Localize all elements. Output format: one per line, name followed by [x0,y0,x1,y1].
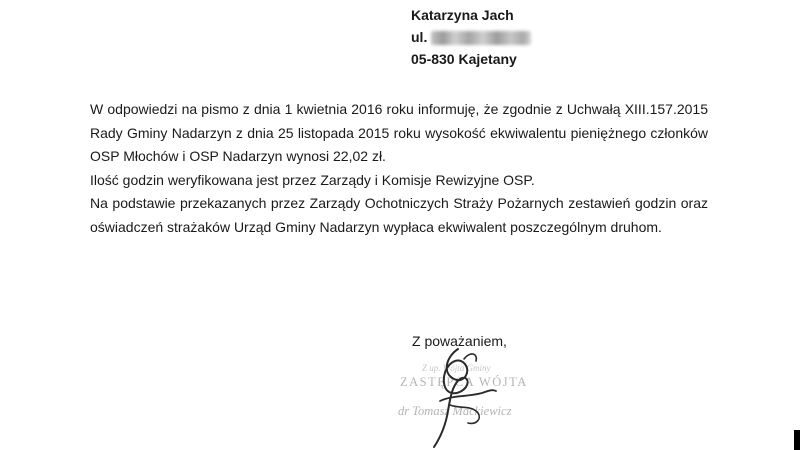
recipient-street [411,26,531,48]
stamp-line-3: dr Tomasz Mackiewicz [398,404,512,418]
redacted-street-blur [431,31,531,45]
recipient-name: Katarzyna Jach [411,7,514,23]
letter-body [90,98,708,239]
scan-edge-mark [794,430,800,450]
recipient-address [411,4,531,70]
street-prefix: ul. [411,29,428,45]
signature-icon [420,345,500,450]
recipient-city: 05-830 Kajetany [411,51,517,67]
stamp-line-1: Z up. Wójta Gminy [422,363,491,373]
letter-paragraph-1: W odpowiedzi na pismo z dnia 1 kwietnia 2016 roku informuję, że zgodnie z Uchwałą XIII.157.2015 Rady Gminy Nadarzyn z dnia 25 listopada 2015 roku wysokość ekwiwalentu pieniężnego członków OSP Młochów i OSP Nadarzyn wynosi 22,02 zł. [90,101,708,164]
closing-salutation: Z poważaniem, [412,333,507,349]
letter-paragraph-3: Na podstawie przekazanych przez Zarządy Ochotniczych Straży Pożarnych zestawień godzin oraz oświadczeń strażaków Urząd Gminy Nadarzyn wypłaca ekwiwalent poszczególnym druhom. [90,195,708,235]
stamp-line-2: ZASTĘPCA WÓJTA [400,375,528,389]
letter-paragraph-2: Ilość godzin weryfikowana jest przez Zarządy i Komisje Rewizyjne OSP. [90,171,535,188]
